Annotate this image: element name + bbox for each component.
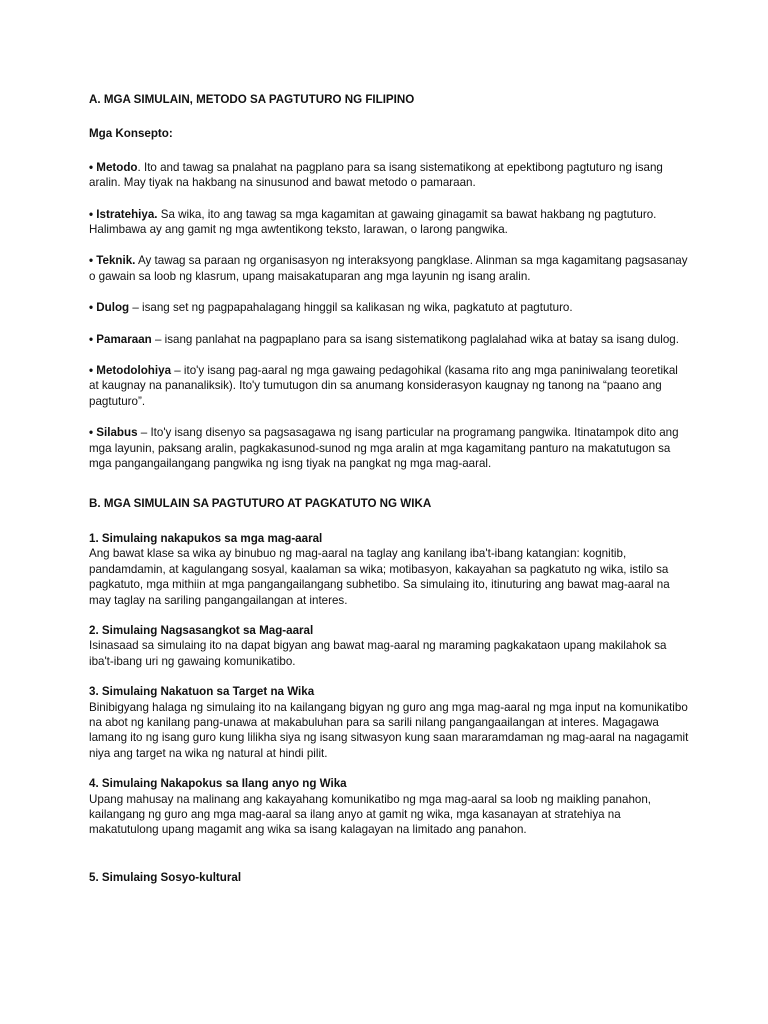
term-istratehiya — [89, 207, 689, 238]
bullet-icon: • — [89, 332, 94, 346]
term-separator: . — [137, 160, 144, 174]
bullet-icon: • — [89, 301, 94, 315]
term-definition: Ito and tawag sa pnalahat na pagplano para sa isang sistematikong at epektibong pagtuturo ng isang aralin. May tiyak na hakbang na sinusunod and bawat metodo o pamaraan. — [89, 160, 663, 190]
term-separator: – — [137, 426, 151, 440]
principle-title: 4. Simulaing Nakapokus sa Ilang anyo ng Wika — [89, 777, 347, 791]
term-separator: – — [129, 301, 143, 315]
principle-1 — [89, 531, 689, 608]
term-separator: – — [151, 332, 165, 346]
principle-title: 3. Simulaing Nakatuon sa Target na Wika — [89, 685, 315, 699]
term-name: Silabus — [96, 426, 138, 440]
principle-text: Binibigyang halaga ng simulaing ito na kailangang bigyan ng guro ang mga mag-aaral ng mga input na komunikatibo na abot ng kanilang pang-unawa at makabuluhan para sa sarili nilang pangangaailangan at interes. Magagawa lamang ito ng isang guro kung lilikha siya ng isang sitwasyon kung saan mararamdaman ng mag-aaral na nagagamit niya ang target na wika ng natural at hindi pilit. — [89, 700, 689, 760]
term-dulog — [89, 300, 689, 315]
term-separator: – — [171, 364, 184, 378]
term-definition: isang panlahat na pagpaplano para sa isang sistematikong paglalahad wika at batay sa isang dulog. — [164, 332, 679, 346]
bullet-icon: • — [89, 426, 94, 440]
term-silabus — [89, 425, 689, 471]
term-name: Teknik. — [96, 254, 136, 268]
principle-text: Upang mahusay na malinang ang kakayahang komunikatibo ng mga mag-aaral sa loob ng maikling panahon, kailangang ng guro ang mga mag-aaral sa ilang anyo at gamit ng wika, mga kasanayan at stratehiya na makatutulong upang magamit ang wika sa isang kalagayan na limitado ang panahon. — [89, 792, 652, 837]
principle-3 — [89, 684, 689, 761]
principle-4 — [89, 776, 689, 838]
principle-title: 2. Simulaing Nagsasangkot sa Mag-aaral — [89, 623, 314, 637]
section-b-title: B. MGA SIMULAIN SA PAGTUTURO AT PAGKATUTO NG WIKA — [89, 496, 432, 510]
term-name: Metodolohiya — [96, 364, 172, 378]
term-name: Pamaraan — [96, 332, 152, 346]
bullet-icon: • — [89, 207, 94, 221]
bullet-icon: • — [89, 160, 94, 174]
section-a-title: A. MGA SIMULAIN, METODO SA PAGTUTURO NG FILIPINO — [89, 93, 415, 106]
term-definition: ito'y isang pag-aaral ng mga gawaing pedagohikal (kasama rito ang mga paniniwalang teoretikal at kaugnay na pananaliksik). Ito'y tumutugon din sa anumang konsiderasyon kaugnay ng tanong na “paano ang pagtuturo”. — [89, 364, 678, 408]
term-definition: isang set ng pagpapahalagang hinggil sa kalikasan ng wika, pagkatuto at pagtuturo. — [142, 301, 573, 315]
term-name: Dulog — [96, 301, 130, 315]
term-definition: Ito'y isang disenyo sa pagsasagawa ng isang particular na programang pangwika. Itinatampok dito ang mga layunin, paksang aralin, pagkakasunod-sunod ng mga aralin at mga kagamitang panturo na makatutugon sa mga pangangailangang pangwika ng isng tiyak na pangkat ng mga mag-aaral. — [89, 426, 679, 471]
principle-text: Ang bawat klase sa wika ay binubuo ng mag-aaral na taglay ang kanilang iba't-ibang katangian: kognitib, pandamdamin, at kagulangang sosyal, kaalaman sa wika; motibasyon, kakayahan sa pagkatuto ng wika, istilo sa pagkatuto, mga mithiin at mga pangangailangang subhetibo. Sa simulaing ito, itinuturing ang bawat mag-aaral na may taglay na sariling pangangailangan at interes. — [89, 547, 670, 607]
term-metodolohiya — [89, 363, 689, 409]
principle-2 — [89, 623, 689, 669]
term-name: Istratehiya. — [96, 207, 158, 221]
principle-5 — [89, 870, 689, 885]
term-name: Metodo — [96, 160, 138, 174]
term-teknik — [89, 253, 689, 284]
document-page — [89, 92, 689, 900]
term-definition: Ay tawag sa paraan ng organisasyon ng interaksyong pangklase. Alinman sa mga kagamitang pagsasanay o gawain sa loob ng klasrum, upang maisakatuparan ang mga layunin ng isang aralin. — [89, 254, 688, 283]
principle-text: Isinasaad sa simulaing ito na dapat bigyan ang bawat mag-aaral ng maraming pagkakataon upang makilahok sa iba't-ibang uri ng gawaing komunikatibo. — [89, 639, 667, 668]
principle-title: 1. Simulaing nakapukos sa mga mag-aaral — [89, 531, 323, 545]
term-pamaraan — [89, 332, 689, 347]
bullet-icon: • — [89, 254, 94, 268]
bullet-icon: • — [89, 364, 94, 378]
term-metodo — [89, 160, 689, 191]
term-definition: Sa wika, ito ang tawag sa mga kagamitan at gawaing ginagamit sa bawat hakbang ng pagtuturo. Halimbawa ay ang gamit ng mga awtentikong teksto, larawan, o larong pangwika. — [89, 207, 657, 237]
concepts-subtitle: Mga Konsepto: — [89, 127, 173, 141]
principle-title: 5. Simulaing Sosyo-kultural — [89, 870, 242, 884]
